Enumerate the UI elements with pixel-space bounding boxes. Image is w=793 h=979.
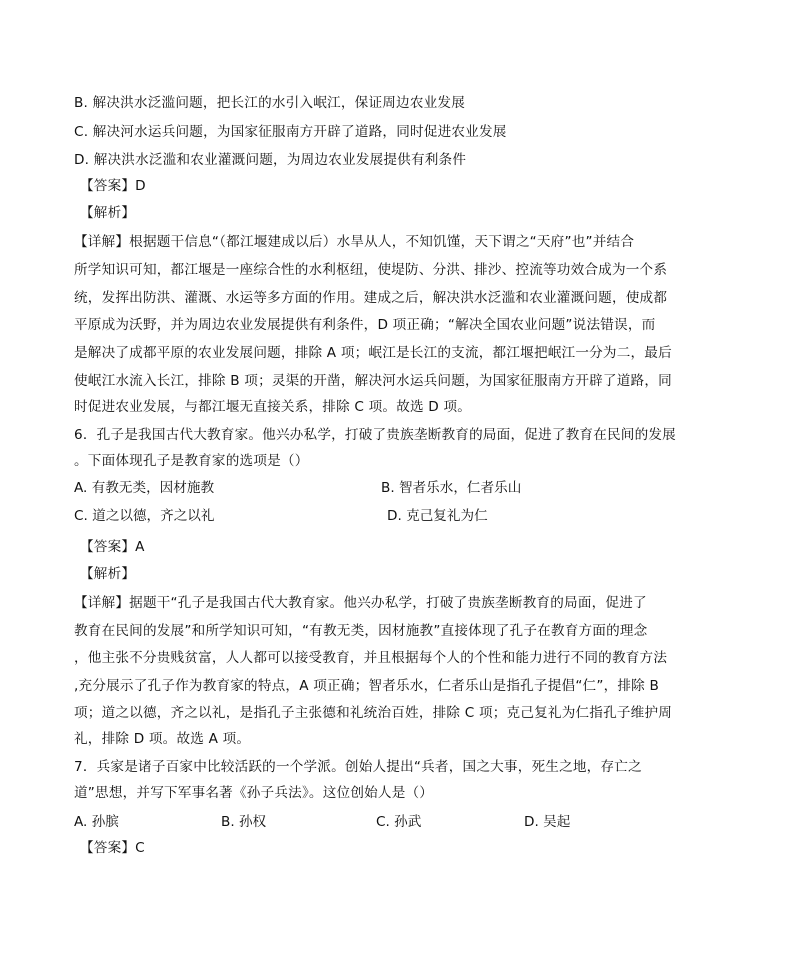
q5-option-d: D. 解决洪水泛滥和农业灌溉问题，为周边农业发展提供有利条件 bbox=[74, 152, 467, 168]
q6-option-b: B. 智者乐水，仁者乐山 bbox=[381, 480, 522, 496]
q6-option-a: A. 有教无类，因材施教 bbox=[74, 480, 215, 496]
q5-answer: 【答案】D bbox=[80, 178, 146, 194]
q5-option-b: B. 解决洪水泛滥问题，把长江的水引入岷江，保证周边农业发展 bbox=[74, 95, 465, 111]
q6-option-d: D. 克己复礼为仁 bbox=[387, 508, 488, 524]
q7-option-d: D. 吴起 bbox=[524, 814, 571, 830]
q5-detail-line: 平原成为沃野，并为周边农业发展提供有利条件，D 项正确；“解决全国农业问题”说法错误，而 bbox=[74, 317, 656, 333]
q7-stem-line: 道”思想，并写下军事名著《孙子兵法》。这位创始人是（） bbox=[74, 785, 434, 801]
q5-option-c: C. 解决河水运兵问题，为国家征服南方开辟了道路，同时促进农业发展 bbox=[74, 124, 507, 140]
q6-analysis-title: 【解析】 bbox=[80, 566, 136, 582]
q5-detail-line: 统，发挥出防洪、灌溉、水运等多方面的作用。建成之后，解决洪水泛滥和农业灌溉问题，使成都 bbox=[74, 290, 668, 306]
q7-answer: 【答案】C bbox=[80, 840, 145, 856]
q5-detail-line: 是解决了成都平原的农业发展问题，排除 A 项；岷江是长江的支流，都江堰把岷江一分为二，最后 bbox=[74, 345, 672, 361]
q6-option-c: C. 道之以德，齐之以礼 bbox=[74, 508, 215, 524]
q5-detail-line: 时促进农业发展，与都江堰无直接关系，排除 C 项。故选 D 项。 bbox=[74, 399, 472, 415]
q7-stem-line: 7．兵家是诸子百家中比较活跃的一个学派。创始人提出“兵者，国之大事，死生之地，存亡之 bbox=[74, 759, 642, 775]
q7-option-b: B. 孙权 bbox=[221, 814, 267, 830]
q6-answer: 【答案】A bbox=[80, 539, 145, 555]
q7-option-a: A. 孙膑 bbox=[74, 814, 119, 830]
q6-detail-line: 教育在民间的发展”和所学知识可知，“有教无类，因材施教”直接体现了孔子在教育方面的理念 bbox=[74, 623, 648, 639]
q5-detail-line: 使岷江水流入长江，排除 B 项；灵渠的开凿，解决河水运兵问题，为国家征服南方开辟了道路，同 bbox=[74, 373, 672, 389]
q7-option-c: C. 孙武 bbox=[376, 814, 422, 830]
q6-detail-line: ，他主张不分贵贱贫富，人人都可以接受教育，并且根据每个人的个性和能力进行不同的教育方法 bbox=[74, 650, 668, 666]
q6-stem-line: 6．孔子是我国古代大教育家。他兴办私学，打破了贵族垄断教育的局面，促进了教育在民间的发展 bbox=[74, 427, 676, 443]
q5-detail-line: 【详解】根据题干信息“（都江堰建成以后）水旱从人，不知饥馑，天下谓之“天府”也”并结合 bbox=[74, 234, 635, 250]
q6-detail-line: 项；道之以德，齐之以礼，是指孔子主张德和礼统治百姓，排除 C 项；克己复礼为仁指孔子维护周 bbox=[74, 705, 673, 721]
q5-analysis-title: 【解析】 bbox=[80, 205, 136, 221]
q6-detail-line: 礼，排除 D 项。故选 A 项。 bbox=[74, 731, 251, 747]
q6-detail-line: ,充分展示了孔子作为教育家的特点，A 项正确；智者乐水，仁者乐山是指孔子提倡“仁”，排除 B bbox=[74, 678, 660, 694]
q6-detail-line: 【详解】据题干“孔子是我国古代大教育家。他兴办私学，打破了贵族垄断教育的局面，促进了 bbox=[74, 595, 647, 611]
q6-stem-line: 。下面体现孔子是教育家的选项是（） bbox=[74, 453, 309, 469]
q5-detail-line: 所学知识可知，都江堰是一座综合性的水利枢纽，使堤防、分洪、排沙、控流等功效合成为一个系 bbox=[74, 262, 668, 278]
